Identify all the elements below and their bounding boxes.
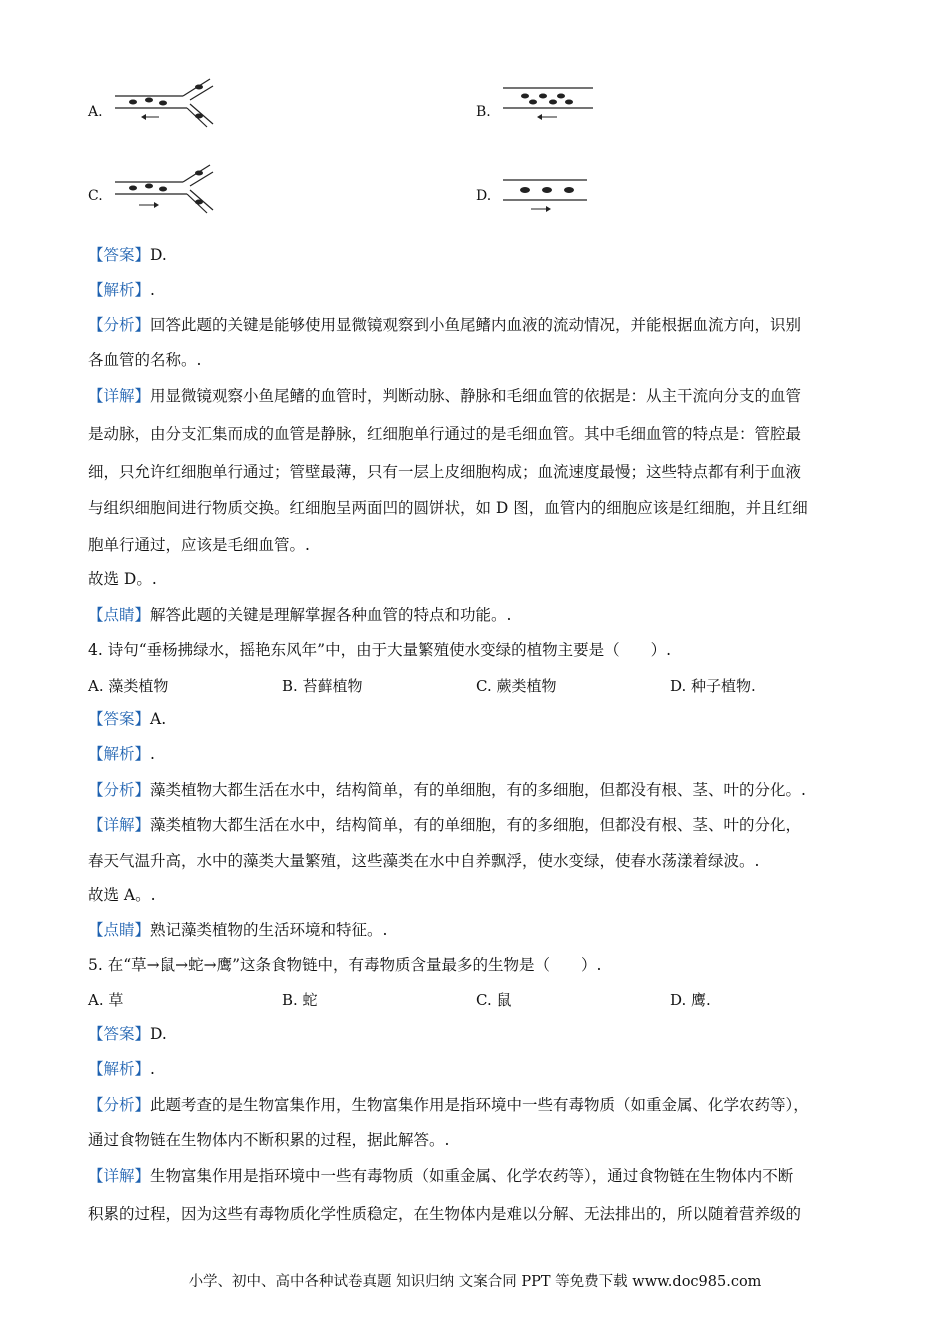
q3-xiangjie-l3: 细，只允许红细胞单行通过；管壁最薄，只有一层上皮细胞构成；血流速度最慢；这些特点都有利于血液 (88, 463, 802, 481)
q5-option-a: A. 草 (88, 991, 124, 1009)
q4-option-a: A. 藻类植物 (88, 677, 169, 695)
q3-choose: 故选 D。. (88, 570, 157, 588)
q4-xiangjie: 【详解】藻类植物大都生活在水中，结构简单，有的单细胞，有的多细胞，但都没有根、茎、叶的分化， (88, 816, 802, 834)
q5-stem: 5. 在“草→鼠→蛇→鹰”这条食物链中，有毒物质含量最多的生物是（ ）. (88, 956, 602, 974)
q5-xiangjie-l2: 积累的过程，因为这些有毒物质化学性质稳定，在生物体内是难以分解、无法排出的，所以随着营养级的 (88, 1205, 802, 1223)
q5-fenxi: 【分析】此题考查的是生物富集作用，生物富集作用是指环境中一些有毒物质（如重金属、化学农药等）， (88, 1096, 809, 1114)
q5-option-b: B. 蛇 (282, 991, 318, 1009)
q5-fenxi-cont: 通过食物链在生物体内不断积累的过程，据此解答。. (88, 1131, 450, 1149)
q4-answer: 【答案】A. (88, 710, 167, 728)
q4-option-b: B. 苔藓植物 (282, 677, 363, 695)
q4-choose: 故选 A。. (88, 886, 156, 904)
figure-label-d: D. (476, 188, 492, 204)
figure-a-branching-vessel (115, 74, 225, 130)
q5-option-c: C. 鼠 (476, 991, 512, 1009)
q5-option-d: D. 鹰. (670, 991, 711, 1009)
q4-stem: 4. 诗句“垂杨拂绿水，摇艳东风年”中，由于大量繁殖使水变绿的植物主要是（ ）. (88, 641, 671, 659)
q3-xiangjie-l4: 与组织细胞间进行物质交换。红细胞呈两面凹的圆饼状，如 D 图，血管内的细胞应该是红细胞，并且红细 (88, 499, 808, 517)
figure-c-branching-vessel (115, 160, 225, 216)
q3-answer: 【答案】D. (88, 246, 167, 264)
q3-xiangjie-l5: 胞单行通过，应该是毛细血管。. (88, 536, 310, 554)
figure-label-c: C. (88, 188, 103, 204)
q4-dianjing: 【点睛】熟记藻类植物的生活环境和特征。. (88, 921, 388, 939)
q3-dianjing: 【点睛】解答此题的关键是理解掌握各种血管的特点和功能。. (88, 606, 512, 624)
q4-option-c: C. 蕨类植物 (476, 677, 557, 695)
q3-analysis: 【解析】. (88, 281, 155, 299)
figure-label-b: B. (476, 104, 491, 120)
q3-xiangjie: 【详解】用显微镜观察小鱼尾鳍的血管时，判断动脉、静脉和毛细血管的依据是：从主干流向分支的血管 (88, 387, 802, 405)
q4-option-d: D. 种子植物. (670, 677, 756, 695)
figure-label-a: A. (88, 104, 103, 120)
q5-answer: 【答案】D. (88, 1025, 167, 1043)
q3-xiangjie-l2: 是动脉，由分支汇集而成的血管是静脉，红细胞单行通过的是毛细血管。其中毛细血管的特点是：管腔最 (88, 425, 802, 443)
q4-xiangjie-l2: 春天气温升高，水中的藻类大量繁殖，这些藻类在水中自养飘浮，使水变绿，使春水荡漾着绿波。. (88, 852, 760, 870)
q3-fenxi-cont: 各血管的名称。. (88, 351, 202, 369)
q5-analysis: 【解析】. (88, 1060, 155, 1078)
q3-fenxi: 【分析】回答此题的关键是能够使用显微镜观察到小鱼尾鳍内血液的流动情况，并能根据血流方向，识别 (88, 316, 802, 334)
q5-xiangjie: 【详解】生物富集作用是指环境中一些有毒物质（如重金属、化学农药等），通过食物链在生物体内不断 (88, 1167, 794, 1185)
q4-fenxi: 【分析】藻类植物大都生活在水中，结构简单，有的单细胞，有的多细胞，但都没有根、茎、叶的分化。. (88, 781, 806, 799)
figure-b-straight-vessel (503, 84, 595, 124)
figure-d-capillary (503, 176, 595, 216)
page-footer: 小学、初中、高中各种试卷真题 知识归纳 文案合同 PPT 等免费下载 www.doc985.com (188, 1274, 762, 1290)
q4-analysis: 【解析】. (88, 745, 155, 763)
